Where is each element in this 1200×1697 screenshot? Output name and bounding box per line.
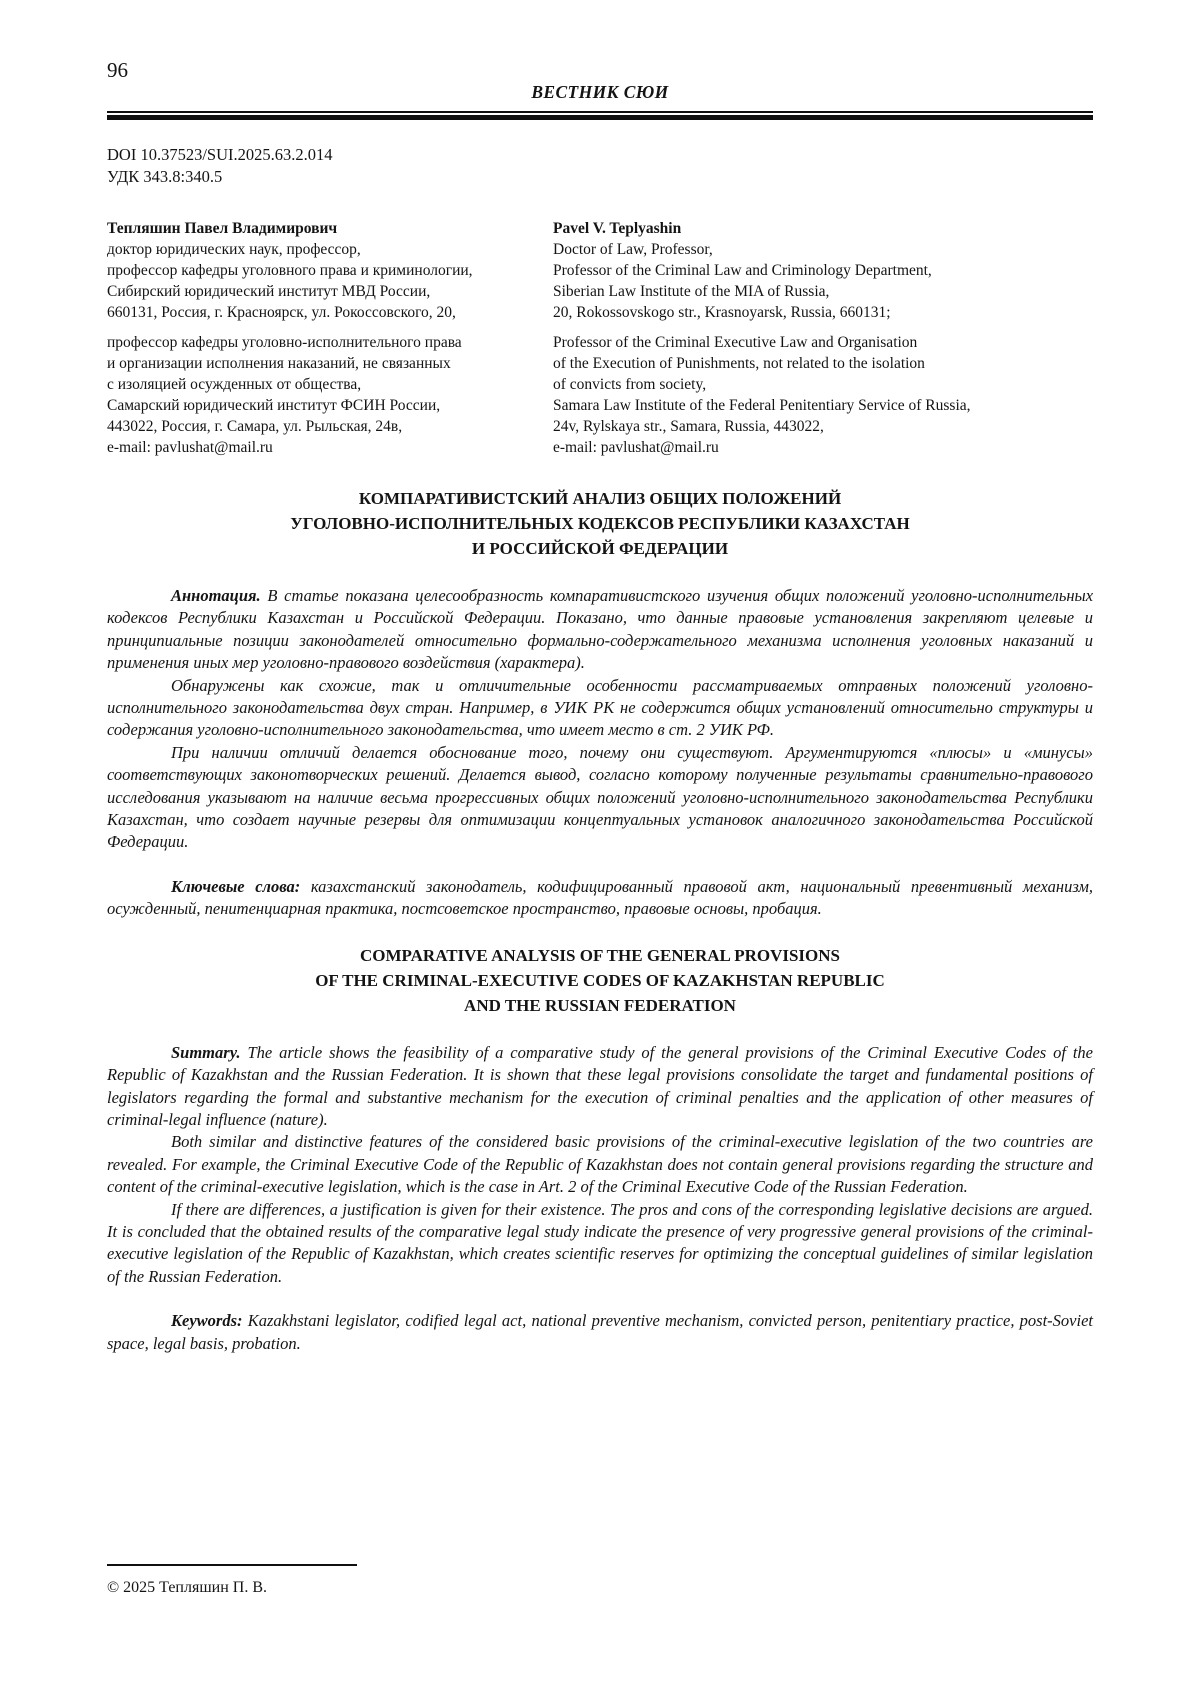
keywords-label-ru: Ключевые слова: (171, 876, 301, 896)
keywords-paragraph-en (107, 1310, 1093, 1355)
summary-text-en-1: The article shows the feasibility of a comparative study of the general provisions of the Criminal Executive Codes of the Republic of Kazakhstan and the Russian Federation. It is shown that these legal provisions consolidate the target and fundamental positions of legislators regarding the formal and substantive mechanism for the execution of criminal penalties and the application of other measures of criminal-legal influence (nature). (107, 1042, 1094, 1129)
article-meta (107, 144, 1093, 188)
author-block-ru (107, 218, 553, 458)
abstract-text-ru-2: Обнаружены как схожие, так и отличительные особенности рассматриваемых отправных положений уголовно-исполнительного законодательства двух стран. Например, в УИК РК не содержится общих установлений относительно структуры и содержания уголовно-исполнительного законодательства, что имеет место в ст. 2 УИК РФ. (107, 675, 1093, 740)
author-affiliation-en-2: Professor of the Criminal Executive Law and Organisation of the Execution of Punishments, not related to the isolation of convicts from society, Samara Law Institute of the Federal Penitentiary Service of Russia, 24v, Rylskaya str., Samara, Russia, 443022, e-mail: pavlushat@mail.ru (553, 334, 971, 456)
abstract-text-ru-1: В статье показана целесообразность компаративистского изучения общих положений уголовно-исполнительных кодексов Республики Казахстан и Российской Федерации. Показано, что данные правовые установления закрепляют целевые и принципиальные позиции законодателей относительно формально-содержательного механизма исполнения уголовных наказаний и применения иных мер уголовно-правового воздействия (характера). (107, 586, 1094, 673)
author-name-ru: Тепляшин Павел Владимирович (107, 220, 338, 237)
summary-paragraph-en-3 (107, 1199, 1093, 1289)
keywords-text-en: Kazakhstani legislator, codified legal act, national preventive mechanism, convicted person, penitentiary practice, post-Soviet space, legal basis, probation. (107, 1311, 1093, 1353)
summary-text-en-3: If there are differences, a justification is given for their existence. The pros and cons of the corresponding legislative decisions are argued. It is concluded that the obtained results of the comparative legal study indicate the presence of very progressive general provisions of the criminal-executive legislation of the Republic of Kazakhstan, which creates scientific reserves for optimizing the conceptual guidelines of similar legislation of the Russian Federation. (107, 1199, 1093, 1286)
keywords-label-en: Keywords: (171, 1311, 243, 1331)
author-affiliation-ru-1: доктор юридических наук, профессор, профессор кафедры уголовного права и криминологии, Сибирский юридический институт МВД России, 660131, Россия, г. Красноярск, ул. Рокоссовского, 20, (107, 241, 473, 321)
summary-section-en (107, 1042, 1093, 1355)
page-header (107, 58, 1093, 120)
abstract-text-ru-3: При наличии отличий делается обоснование того, почему они существуют. Аргументируются «плюсы» и «минусы» соответствующих законотворческих решений. Делается вывод, согласно которому полученные результаты сравнительно-правового исследования указывают на наличие весьма прогрессивных общих положений уголовно-исполнительного законодательства Республики Казахстан, что создает научные резервы для оптимизации концептуальных установок аналогичного законодательства Российской Федерации. (107, 742, 1093, 852)
summary-label-en: Summary. (171, 1042, 241, 1062)
summary-paragraph-en-1 (107, 1042, 1093, 1132)
doi-line: DOI 10.37523/SUI.2025.63.2.014 (107, 145, 333, 164)
author-affiliation-en-1: Doctor of Law, Professor, Professor of the Criminal Law and Criminology Department, Siberian Law Institute of the MIA of Russia, 20, Rokossovskogo str., Krasnoyarsk, Russia, 660131; (553, 241, 932, 321)
article-title-ru: КОМПАРАТИВИСТСКИЙ АНАЛИЗ ОБЩИХ ПОЛОЖЕНИЙ УГОЛОВНО-ИСПОЛНИТЕЛЬНЫХ КОДЕКСОВ РЕСПУБЛИКИ КАЗАХСТАН И РОССИЙСКОЙ ФЕДЕРАЦИИ (290, 489, 910, 558)
page-footer (107, 1564, 1093, 1597)
keywords-text-ru: казахстанский законодатель, кодифицированный правовой акт, национальный превентивный механизм, осужденный, пенитенциарная практика, постсоветское пространство, правовые основы, пробация. (107, 876, 1094, 919)
author-name-en: Pavel V. Teplyashin (553, 220, 682, 237)
author-affiliation-ru-2: профессор кафедры уголовно-исполнительного права и организации исполнения наказаний, не связанных с изоляцией осужденных от общества, Самарский юридический институт ФСИН России, 443022, Россия, г. Самара, ул. Рыльская, 24в, e-mail: pavlushat@mail.ru (107, 334, 462, 456)
summary-paragraph-en-2 (107, 1131, 1093, 1198)
udk-line: УДК 343.8:340.5 (107, 167, 223, 186)
keywords-paragraph-ru (107, 876, 1093, 921)
summary-text-en-2: Both similar and distinctive features of the considered basic provisions of the criminal-executive legislation of the two countries are revealed. For example, the Criminal Executive Code of the Republic of Kazakhstan does not contain general provisions regarding the structure and content of the criminal-executive legislation, which is the case in Art. 2 of the Criminal Executive Code of the Russian Federation. (107, 1132, 1093, 1197)
header-rule-thin (107, 111, 1093, 113)
abstract-section-ru (107, 585, 1093, 921)
author-block-en (553, 218, 1093, 458)
article-title-en: COMPARATIVE ANALYSIS OF THE GENERAL PROVISIONS OF THE CRIMINAL-EXECUTIVE CODES OF KAZAKHSTAN REPUBLIC AND THE RUSSIAN FEDERATION (315, 945, 885, 1015)
abstract-paragraph-ru-3 (107, 742, 1093, 854)
copyright-line: © 2025 Тепляшин П. В. (107, 1579, 267, 1596)
author-blocks (107, 218, 1093, 458)
abstract-paragraph-ru-1 (107, 585, 1093, 675)
footer-rule (107, 1564, 357, 1566)
abstract-label-ru: Аннотация. (171, 586, 261, 605)
header-rule (107, 111, 1093, 120)
page-number: 96 (107, 58, 128, 82)
journal-title: ВЕСТНИК СЮИ (531, 82, 669, 102)
abstract-paragraph-ru-2 (107, 675, 1093, 742)
header-rule-thick (107, 115, 1093, 120)
